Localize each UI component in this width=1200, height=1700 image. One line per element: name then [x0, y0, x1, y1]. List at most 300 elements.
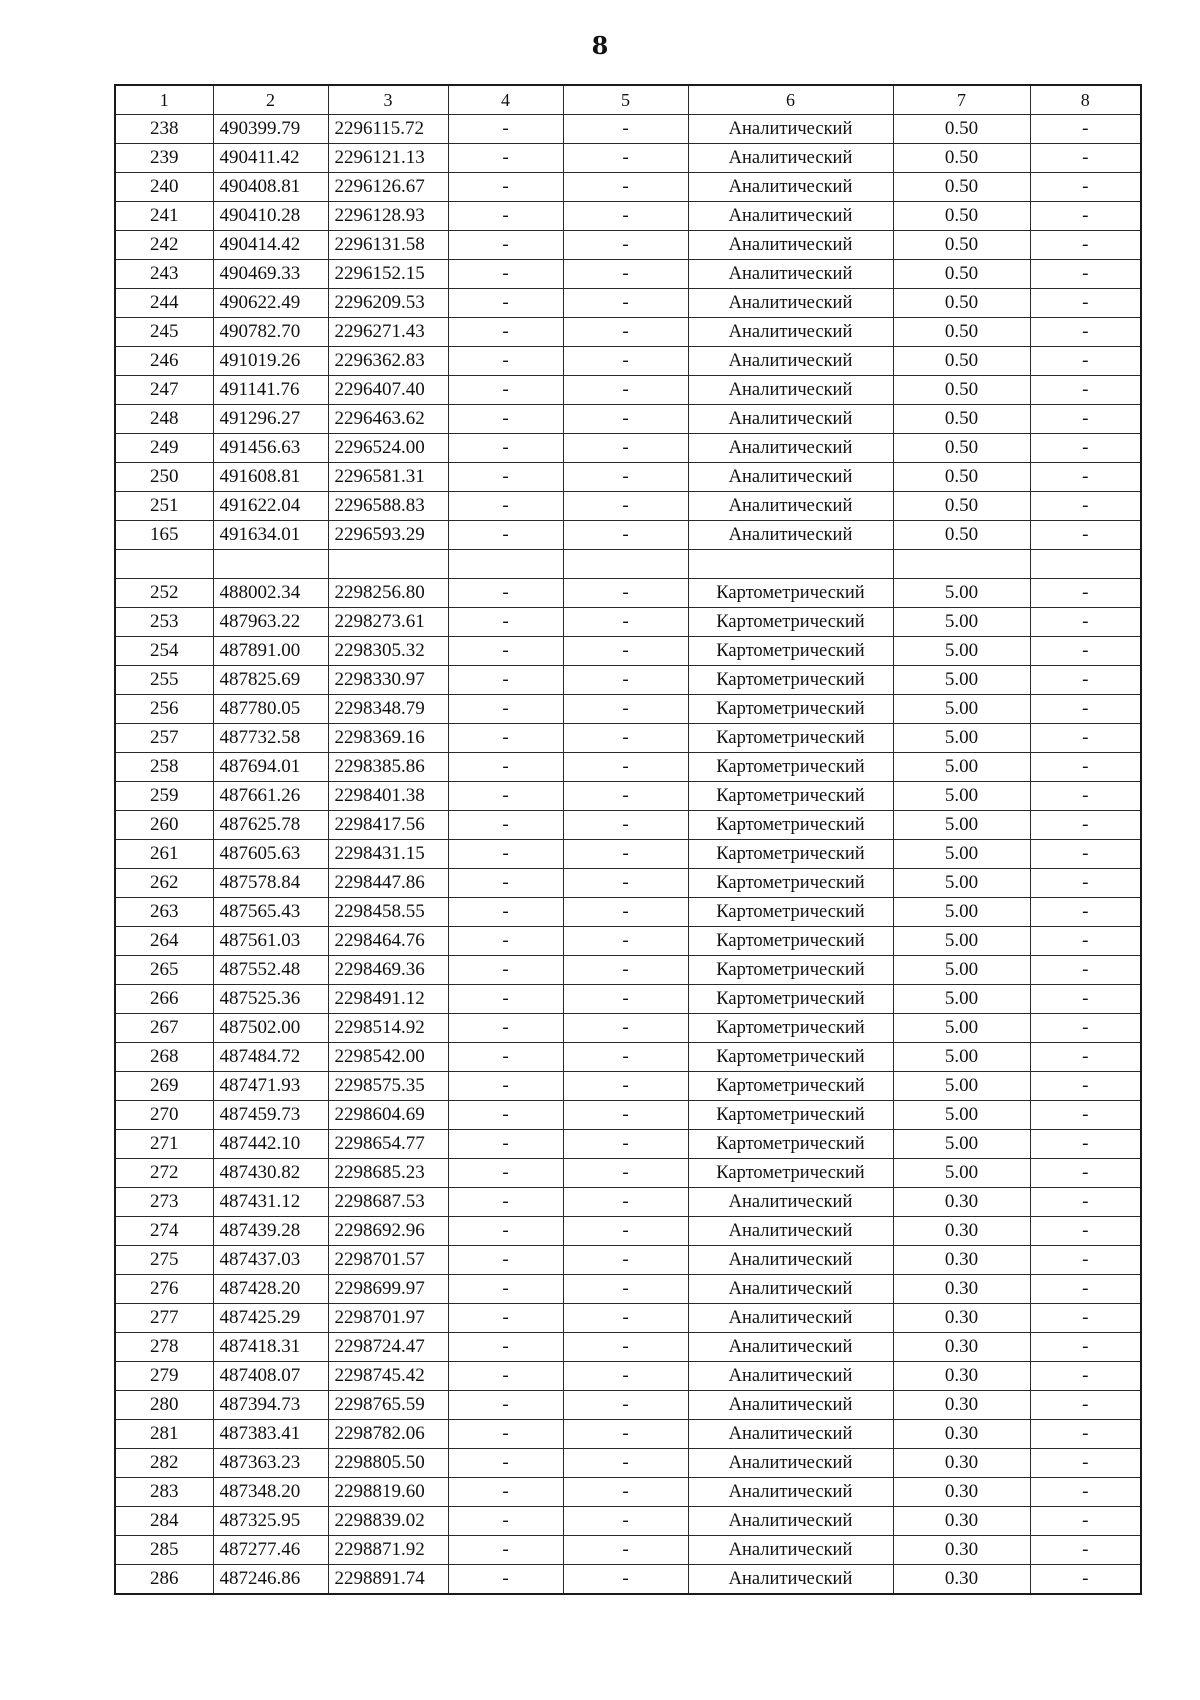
column-4-cell: - — [448, 1130, 563, 1159]
table-row — [115, 1507, 1141, 1536]
method-cell: Аналитический — [688, 260, 893, 289]
point-number-cell: 263 — [115, 898, 213, 927]
accuracy-cell: 0.50 — [893, 376, 1030, 405]
column-8-cell: - — [1030, 1072, 1141, 1101]
column-4-cell: - — [448, 260, 563, 289]
column-5-cell: - — [563, 637, 688, 666]
accuracy-cell: 0.50 — [893, 144, 1030, 173]
column-4-cell: - — [448, 1217, 563, 1246]
column-4-cell: - — [448, 1188, 563, 1217]
accuracy-cell: 0.50 — [893, 405, 1030, 434]
column-4-cell: - — [448, 1246, 563, 1275]
x-coordinate-cell: 487418.31 — [213, 1333, 328, 1362]
method-cell: Аналитический — [688, 1536, 893, 1565]
column-4-cell: - — [448, 608, 563, 637]
y-coordinate-cell: 2298330.97 — [328, 666, 448, 695]
point-number-cell: 255 — [115, 666, 213, 695]
column-5-cell: - — [563, 1507, 688, 1536]
accuracy-cell: 0.50 — [893, 173, 1030, 202]
column-4-cell: - — [448, 869, 563, 898]
table-row — [115, 1565, 1141, 1595]
column-4-cell: - — [448, 1478, 563, 1507]
column-5-cell: - — [563, 1333, 688, 1362]
column-4-cell: - — [448, 434, 563, 463]
method-cell: Картометрический — [688, 898, 893, 927]
accuracy-cell — [893, 550, 1030, 579]
point-number-cell: 271 — [115, 1130, 213, 1159]
column-4-cell: - — [448, 579, 563, 608]
column-5-cell: - — [563, 1159, 688, 1188]
accuracy-cell: 0.30 — [893, 1333, 1030, 1362]
accuracy-cell: 0.30 — [893, 1391, 1030, 1420]
method-cell: Аналитический — [688, 289, 893, 318]
column-8-cell: - — [1030, 173, 1141, 202]
column-8-cell: - — [1030, 1217, 1141, 1246]
table-row — [115, 1246, 1141, 1275]
column-4-cell: - — [448, 1362, 563, 1391]
y-coordinate-cell: 2296271.43 — [328, 318, 448, 347]
x-coordinate-cell: 490469.33 — [213, 260, 328, 289]
y-coordinate-cell: 2298458.55 — [328, 898, 448, 927]
column-4-cell: - — [448, 231, 563, 260]
x-coordinate-cell: 487502.00 — [213, 1014, 328, 1043]
y-coordinate-cell: 2296362.83 — [328, 347, 448, 376]
x-coordinate-cell: 491296.27 — [213, 405, 328, 434]
accuracy-cell: 0.30 — [893, 1478, 1030, 1507]
column-8-cell: - — [1030, 1014, 1141, 1043]
method-cell: Аналитический — [688, 1246, 893, 1275]
y-coordinate-cell: 2298417.56 — [328, 811, 448, 840]
column-5-cell: - — [563, 521, 688, 550]
table-row — [115, 289, 1141, 318]
point-number-cell: 250 — [115, 463, 213, 492]
table-row — [115, 608, 1141, 637]
accuracy-cell: 0.50 — [893, 463, 1030, 492]
y-coordinate-cell: 2298724.47 — [328, 1333, 448, 1362]
table-row — [115, 492, 1141, 521]
column-8-cell: - — [1030, 1391, 1141, 1420]
column-8-cell: - — [1030, 869, 1141, 898]
table-row — [115, 1217, 1141, 1246]
method-cell: Картометрический — [688, 1130, 893, 1159]
method-cell: Картометрический — [688, 637, 893, 666]
x-coordinate-cell: 490399.79 — [213, 115, 328, 144]
accuracy-cell: 0.50 — [893, 202, 1030, 231]
table-row — [115, 260, 1141, 289]
column-5-cell: - — [563, 1072, 688, 1101]
point-number-cell: 239 — [115, 144, 213, 173]
accuracy-cell: 5.00 — [893, 898, 1030, 927]
point-number-cell: 274 — [115, 1217, 213, 1246]
point-number-cell: 266 — [115, 985, 213, 1014]
point-number-cell: 246 — [115, 347, 213, 376]
y-coordinate-cell: 2298469.36 — [328, 956, 448, 985]
point-number-cell: 270 — [115, 1101, 213, 1130]
method-cell: Аналитический — [688, 1304, 893, 1333]
method-cell: Картометрический — [688, 840, 893, 869]
table-row — [115, 1188, 1141, 1217]
point-number-cell: 257 — [115, 724, 213, 753]
point-number-cell: 264 — [115, 927, 213, 956]
column-4-cell: - — [448, 985, 563, 1014]
column-8-cell: - — [1030, 927, 1141, 956]
column-8-cell: - — [1030, 1101, 1141, 1130]
point-number-cell: 251 — [115, 492, 213, 521]
column-5-cell: - — [563, 1130, 688, 1159]
x-coordinate-cell: 491622.04 — [213, 492, 328, 521]
accuracy-cell: 5.00 — [893, 724, 1030, 753]
column-header: 5 — [563, 85, 688, 115]
column-8-cell — [1030, 550, 1141, 579]
y-coordinate-cell: 2296593.29 — [328, 521, 448, 550]
y-coordinate-cell: 2298542.00 — [328, 1043, 448, 1072]
point-number-cell: 165 — [115, 521, 213, 550]
accuracy-cell: 0.30 — [893, 1536, 1030, 1565]
coordinates-table — [114, 84, 1142, 1595]
column-8-cell: - — [1030, 1362, 1141, 1391]
column-5-cell: - — [563, 579, 688, 608]
table-row — [115, 1449, 1141, 1478]
table-row — [115, 1391, 1141, 1420]
column-5-cell: - — [563, 869, 688, 898]
x-coordinate-cell: 487732.58 — [213, 724, 328, 753]
method-cell: Картометрический — [688, 869, 893, 898]
method-cell: Аналитический — [688, 173, 893, 202]
column-4-cell: - — [448, 1072, 563, 1101]
column-8-cell: - — [1030, 637, 1141, 666]
table-row — [115, 869, 1141, 898]
method-cell: Аналитический — [688, 405, 893, 434]
point-number-cell: 281 — [115, 1420, 213, 1449]
column-8-cell: - — [1030, 985, 1141, 1014]
point-number-cell: 248 — [115, 405, 213, 434]
point-number-cell: 278 — [115, 1333, 213, 1362]
x-coordinate-cell: 487430.82 — [213, 1159, 328, 1188]
column-8-cell: - — [1030, 1304, 1141, 1333]
table-row — [115, 1536, 1141, 1565]
column-4-cell: - — [448, 289, 563, 318]
x-coordinate-cell: 487442.10 — [213, 1130, 328, 1159]
y-coordinate-cell: 2298765.59 — [328, 1391, 448, 1420]
column-4-cell: - — [448, 405, 563, 434]
point-number-cell: 260 — [115, 811, 213, 840]
column-8-cell: - — [1030, 1478, 1141, 1507]
column-8-cell: - — [1030, 376, 1141, 405]
table-row — [115, 1275, 1141, 1304]
column-5-cell: - — [563, 347, 688, 376]
accuracy-cell: 0.30 — [893, 1420, 1030, 1449]
column-5-cell: - — [563, 463, 688, 492]
point-number-cell: 268 — [115, 1043, 213, 1072]
table-row — [115, 753, 1141, 782]
method-cell: Картометрический — [688, 985, 893, 1014]
column-8-cell: - — [1030, 260, 1141, 289]
table-row — [115, 173, 1141, 202]
point-number-cell: 276 — [115, 1275, 213, 1304]
method-cell: Картометрический — [688, 666, 893, 695]
x-coordinate-cell: 490622.49 — [213, 289, 328, 318]
point-number-cell: 279 — [115, 1362, 213, 1391]
point-number-cell: 238 — [115, 115, 213, 144]
table-row — [115, 1014, 1141, 1043]
y-coordinate-cell: 2298745.42 — [328, 1362, 448, 1391]
method-cell: Аналитический — [688, 463, 893, 492]
x-coordinate-cell: 487694.01 — [213, 753, 328, 782]
column-4-cell: - — [448, 347, 563, 376]
column-4-cell: - — [448, 318, 563, 347]
y-coordinate-cell: 2298819.60 — [328, 1478, 448, 1507]
column-4-cell: - — [448, 1449, 563, 1478]
method-cell: Картометрический — [688, 1101, 893, 1130]
x-coordinate-cell: 490408.81 — [213, 173, 328, 202]
column-5-cell: - — [563, 811, 688, 840]
point-number-cell: 262 — [115, 869, 213, 898]
x-coordinate-cell: 487325.95 — [213, 1507, 328, 1536]
column-8-cell: - — [1030, 1449, 1141, 1478]
column-4-cell: - — [448, 724, 563, 753]
column-5-cell: - — [563, 1565, 688, 1595]
y-coordinate-cell: 2298369.16 — [328, 724, 448, 753]
column-5-cell: - — [563, 1101, 688, 1130]
table-row — [115, 811, 1141, 840]
column-5-cell: - — [563, 434, 688, 463]
table-row — [115, 1159, 1141, 1188]
column-header: 1 — [115, 85, 213, 115]
accuracy-cell: 5.00 — [893, 666, 1030, 695]
column-8-cell: - — [1030, 405, 1141, 434]
accuracy-cell: 5.00 — [893, 608, 1030, 637]
y-coordinate-cell: 2298401.38 — [328, 782, 448, 811]
method-cell: Аналитический — [688, 1478, 893, 1507]
x-coordinate-cell: 487891.00 — [213, 637, 328, 666]
table-body — [115, 85, 1141, 1594]
column-8-cell: - — [1030, 521, 1141, 550]
accuracy-cell: 5.00 — [893, 840, 1030, 869]
method-cell: Аналитический — [688, 1362, 893, 1391]
method-cell: Аналитический — [688, 521, 893, 550]
table-row — [115, 115, 1141, 144]
accuracy-cell: 5.00 — [893, 956, 1030, 985]
x-coordinate-cell: 487246.86 — [213, 1565, 328, 1595]
method-cell: Картометрический — [688, 724, 893, 753]
point-number-cell: 259 — [115, 782, 213, 811]
x-coordinate-cell: 487394.73 — [213, 1391, 328, 1420]
y-coordinate-cell: 2298685.23 — [328, 1159, 448, 1188]
method-cell: Аналитический — [688, 202, 893, 231]
column-5-cell: - — [563, 1391, 688, 1420]
method-cell: Картометрический — [688, 1043, 893, 1072]
y-coordinate-cell: 2298514.92 — [328, 1014, 448, 1043]
point-number-cell: 245 — [115, 318, 213, 347]
table-row — [115, 985, 1141, 1014]
accuracy-cell: 5.00 — [893, 1072, 1030, 1101]
column-8-cell: - — [1030, 1333, 1141, 1362]
x-coordinate-cell: 488002.34 — [213, 579, 328, 608]
column-5-cell: - — [563, 1478, 688, 1507]
table-row — [115, 405, 1141, 434]
table-row — [115, 376, 1141, 405]
column-8-cell: - — [1030, 1420, 1141, 1449]
accuracy-cell: 0.50 — [893, 318, 1030, 347]
table-row — [115, 318, 1141, 347]
accuracy-cell: 5.00 — [893, 869, 1030, 898]
method-cell: Аналитический — [688, 1449, 893, 1478]
accuracy-cell: 0.50 — [893, 231, 1030, 260]
column-5-cell: - — [563, 1043, 688, 1072]
y-coordinate-cell: 2298348.79 — [328, 695, 448, 724]
method-cell: Аналитический — [688, 1217, 893, 1246]
column-5-cell: - — [563, 1014, 688, 1043]
table-row — [115, 956, 1141, 985]
column-5-cell: - — [563, 1362, 688, 1391]
accuracy-cell: 0.30 — [893, 1449, 1030, 1478]
table-row — [115, 1072, 1141, 1101]
method-cell: Аналитический — [688, 115, 893, 144]
point-number-cell — [115, 550, 213, 579]
column-8-cell: - — [1030, 898, 1141, 927]
column-8-cell: - — [1030, 492, 1141, 521]
column-8-cell: - — [1030, 1275, 1141, 1304]
method-cell: Аналитический — [688, 1391, 893, 1420]
accuracy-cell: 5.00 — [893, 1130, 1030, 1159]
point-number-cell: 277 — [115, 1304, 213, 1333]
column-5-cell: - — [563, 1536, 688, 1565]
method-cell: Аналитический — [688, 376, 893, 405]
table-row — [115, 1130, 1141, 1159]
x-coordinate-cell: 490411.42 — [213, 144, 328, 173]
x-coordinate-cell: 491634.01 — [213, 521, 328, 550]
method-cell: Аналитический — [688, 318, 893, 347]
column-4-cell: - — [448, 1043, 563, 1072]
point-number-cell: 273 — [115, 1188, 213, 1217]
column-5-cell: - — [563, 260, 688, 289]
column-4-cell: - — [448, 1420, 563, 1449]
y-coordinate-cell: 2296152.15 — [328, 260, 448, 289]
column-5-cell: - — [563, 144, 688, 173]
table-row — [115, 463, 1141, 492]
method-cell: Картометрический — [688, 1014, 893, 1043]
y-coordinate-cell: 2296581.31 — [328, 463, 448, 492]
column-5-cell: - — [563, 927, 688, 956]
column-4-cell: - — [448, 1565, 563, 1595]
column-5-cell — [563, 550, 688, 579]
y-coordinate-cell: 2298305.32 — [328, 637, 448, 666]
accuracy-cell: 5.00 — [893, 811, 1030, 840]
x-coordinate-cell: 490782.70 — [213, 318, 328, 347]
table-row — [115, 347, 1141, 376]
column-5-cell: - — [563, 231, 688, 260]
table-row — [115, 840, 1141, 869]
accuracy-cell: 0.50 — [893, 492, 1030, 521]
x-coordinate-cell: 487578.84 — [213, 869, 328, 898]
y-coordinate-cell — [328, 550, 448, 579]
point-number-cell: 283 — [115, 1478, 213, 1507]
accuracy-cell: 5.00 — [893, 695, 1030, 724]
method-cell: Картометрический — [688, 1159, 893, 1188]
accuracy-cell: 5.00 — [893, 985, 1030, 1014]
column-8-cell: - — [1030, 231, 1141, 260]
accuracy-cell: 0.50 — [893, 289, 1030, 318]
method-cell: Картометрический — [688, 956, 893, 985]
table-row — [115, 666, 1141, 695]
table-row — [115, 550, 1141, 579]
x-coordinate-cell: 487825.69 — [213, 666, 328, 695]
point-number-cell: 265 — [115, 956, 213, 985]
column-4-cell: - — [448, 956, 563, 985]
column-8-cell: - — [1030, 318, 1141, 347]
accuracy-cell: 5.00 — [893, 753, 1030, 782]
table-row — [115, 1304, 1141, 1333]
method-cell: Картометрический — [688, 608, 893, 637]
column-4-cell: - — [448, 1101, 563, 1130]
method-cell: Аналитический — [688, 1507, 893, 1536]
table-row — [115, 434, 1141, 463]
y-coordinate-cell: 2296128.93 — [328, 202, 448, 231]
y-coordinate-cell: 2298871.92 — [328, 1536, 448, 1565]
y-coordinate-cell: 2298654.77 — [328, 1130, 448, 1159]
x-coordinate-cell: 487277.46 — [213, 1536, 328, 1565]
x-coordinate-cell: 487963.22 — [213, 608, 328, 637]
column-8-cell: - — [1030, 956, 1141, 985]
point-number-cell: 242 — [115, 231, 213, 260]
column-8-cell: - — [1030, 202, 1141, 231]
accuracy-cell: 0.30 — [893, 1362, 1030, 1391]
table-row — [115, 202, 1141, 231]
table-row — [115, 1420, 1141, 1449]
column-5-cell: - — [563, 492, 688, 521]
accuracy-cell: 0.30 — [893, 1507, 1030, 1536]
column-5-cell: - — [563, 405, 688, 434]
y-coordinate-cell: 2298782.06 — [328, 1420, 448, 1449]
column-4-cell: - — [448, 1275, 563, 1304]
column-5-cell: - — [563, 753, 688, 782]
accuracy-cell: 5.00 — [893, 637, 1030, 666]
accuracy-cell: 0.50 — [893, 260, 1030, 289]
x-coordinate-cell — [213, 550, 328, 579]
table-row — [115, 521, 1141, 550]
column-5-cell: - — [563, 115, 688, 144]
column-4-cell: - — [448, 1391, 563, 1420]
column-5-cell: - — [563, 898, 688, 927]
y-coordinate-cell: 2296407.40 — [328, 376, 448, 405]
x-coordinate-cell: 487565.43 — [213, 898, 328, 927]
x-coordinate-cell: 487561.03 — [213, 927, 328, 956]
point-number-cell: 247 — [115, 376, 213, 405]
accuracy-cell: 5.00 — [893, 579, 1030, 608]
column-4-cell: - — [448, 1536, 563, 1565]
y-coordinate-cell: 2296115.72 — [328, 115, 448, 144]
point-number-cell: 256 — [115, 695, 213, 724]
column-8-cell: - — [1030, 1159, 1141, 1188]
column-4-cell: - — [448, 840, 563, 869]
table-row — [115, 724, 1141, 753]
table-row — [115, 231, 1141, 260]
point-number-cell: 280 — [115, 1391, 213, 1420]
x-coordinate-cell: 487431.12 — [213, 1188, 328, 1217]
accuracy-cell: 5.00 — [893, 1159, 1030, 1188]
column-5-cell: - — [563, 318, 688, 347]
x-coordinate-cell: 487471.93 — [213, 1072, 328, 1101]
y-coordinate-cell: 2296121.13 — [328, 144, 448, 173]
column-5-cell: - — [563, 608, 688, 637]
y-coordinate-cell: 2296524.00 — [328, 434, 448, 463]
y-coordinate-cell: 2298701.57 — [328, 1246, 448, 1275]
y-coordinate-cell: 2298839.02 — [328, 1507, 448, 1536]
method-cell: Аналитический — [688, 492, 893, 521]
y-coordinate-cell: 2298273.61 — [328, 608, 448, 637]
column-8-cell: - — [1030, 782, 1141, 811]
column-8-cell: - — [1030, 811, 1141, 840]
